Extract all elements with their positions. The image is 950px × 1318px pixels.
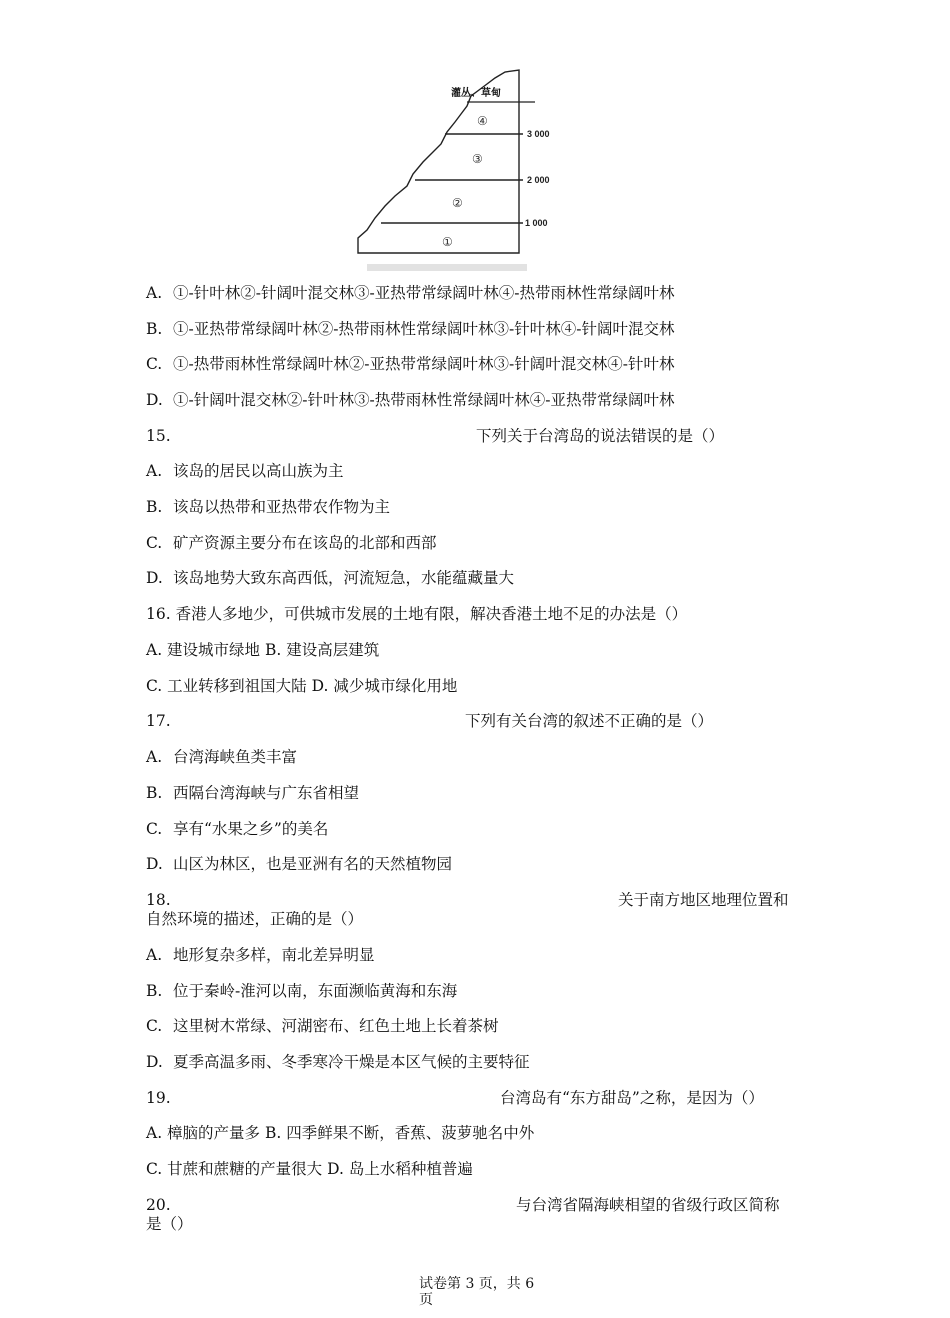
option-letter: B. [146, 982, 163, 1000]
option-text: ①-针叶林②-针阔叶混交林③-亚热带常绿阔叶林④-热带雨林性常绿阔叶林 [173, 284, 675, 302]
option-letter: A. [146, 946, 163, 964]
q18-option-b [146, 982, 457, 1000]
q17-option-d [146, 855, 452, 873]
option-text: 该岛以热带和亚热带农作物为主 [173, 498, 391, 516]
q15-stem: 下列关于台湾岛的说法错误的是（） [476, 427, 725, 445]
option-text: 西隔台湾海峡与广东省相望 [173, 784, 360, 802]
figure-caption-smudge [367, 264, 527, 271]
zone-label-4: ④ [477, 114, 488, 128]
q18-stem-a: 关于南方地区地理位置和 [618, 891, 789, 909]
option-letter: A. [146, 462, 163, 480]
page-footer-line-2: 页 [419, 1292, 433, 1308]
altitude-label-2000: 2 000 [527, 175, 550, 185]
option-text: ①-热带雨林性常绿阔叶林②-亚热带常绿阔叶林③-针阔叶混交林④-针叶林 [173, 355, 675, 373]
q15-option-d [146, 569, 514, 587]
q17-option-a [146, 748, 297, 766]
option-text: 台湾海峡鱼类丰富 [173, 748, 298, 766]
q19-stem: 台湾岛有“东方甜岛”之称，是因为（） [500, 1089, 764, 1107]
altitude-label-1000: 1 000 [525, 218, 548, 228]
q19-number: 19. [146, 1089, 171, 1107]
zone-label-2: ② [452, 196, 463, 210]
q17-stem: 下列有关台湾的叙述不正确的是（） [465, 712, 714, 730]
q16-options-line-2: C. 工业转移到祖国大陆 D. 减少城市绿化用地 [146, 677, 458, 695]
q20-stem-a: 与台湾省隔海峡相望的省级行政区简称 [516, 1196, 780, 1214]
q18-number: 18. [146, 891, 171, 909]
option-text: 该岛的居民以高山族为主 [173, 462, 344, 480]
q17-number: 17. [146, 712, 171, 730]
option-text: 享有“水果之乡”的美名 [173, 820, 329, 838]
zone-label-3: ③ [472, 152, 483, 166]
q14-option-a [146, 284, 674, 302]
option-letter: C. [146, 820, 163, 838]
q18-stem-b: 自然环境的描述，正确的是（） [146, 910, 364, 928]
option-text: 夏季高温多雨、冬季寒冷干燥是本区气候的主要特征 [173, 1053, 530, 1071]
q14-option-d [146, 391, 674, 409]
q20-number: 20. [146, 1196, 171, 1214]
q20-stem-b: 是（） [146, 1215, 193, 1233]
zone-label-1: ① [442, 235, 453, 249]
q16-stem: 16. 香港人多地少，可供城市发展的土地有限，解决香港土地不足的办法是（） [146, 605, 688, 623]
q14-option-c [146, 355, 674, 373]
q15-option-a [146, 462, 344, 480]
option-letter: D. [146, 1053, 163, 1071]
page-footer-line-1: 试卷第 3 页，共 6 [419, 1276, 535, 1292]
q14-option-b [146, 320, 674, 338]
q18-option-c [146, 1017, 499, 1035]
option-letter: C. [146, 355, 163, 373]
option-letter: C. [146, 534, 163, 552]
option-letter: B. [146, 784, 163, 802]
option-text: 这里树木常绿、河湖密布、红色土地上长着茶树 [173, 1017, 499, 1035]
option-letter: A. [146, 748, 163, 766]
option-letter: A. [146, 284, 163, 302]
option-letter: D. [146, 569, 163, 587]
q16-options-line-1: A. 建设城市绿地 B. 建设高层建筑 [146, 641, 380, 659]
top-zone-label: 灌丛、草甸 [451, 88, 501, 99]
option-letter: D. [146, 391, 163, 409]
option-letter: B. [146, 498, 163, 516]
q18-option-a [146, 946, 375, 964]
option-text: ①-亚热带常绿阔叶林②-热带雨林性常绿阔叶林③-针叶林④-针阔叶混交林 [173, 320, 675, 338]
option-text: 地形复杂多样，南北差异明显 [173, 946, 375, 964]
option-text: 该岛地势大致东高西低，河流短急，水能蕴藏量大 [173, 569, 515, 587]
option-letter: D. [146, 855, 163, 873]
q19-options-line-2: C. 甘蔗和蔗糖的产量很大 D. 岛上水稻种植普遍 [146, 1160, 473, 1178]
option-text: ①-针阔叶混交林②-针叶林③-热带雨林性常绿阔叶林④-亚热带常绿阔叶林 [173, 391, 675, 409]
altitude-label-3000: 3 000 [527, 129, 550, 139]
option-text: 山区为林区，也是亚洲有名的天然植物园 [173, 855, 453, 873]
option-letter: B. [146, 320, 163, 338]
q19-options-line-1: A. 樟脑的产量多 B. 四季鲜果不断，香蕉、菠萝驰名中外 [146, 1124, 535, 1142]
q15-option-b [146, 498, 390, 516]
vegetation-zone-figure [355, 68, 580, 276]
q17-option-b [146, 784, 359, 802]
q18-option-d [146, 1053, 530, 1071]
option-letter: C. [146, 1017, 163, 1035]
q15-number: 15. [146, 427, 171, 445]
q17-option-c [146, 820, 328, 838]
q15-option-c [146, 534, 437, 552]
option-text: 位于秦岭-淮河以南，东面濒临黄海和东海 [173, 982, 458, 1000]
option-text: 矿产资源主要分布在该岛的北部和西部 [173, 534, 437, 552]
